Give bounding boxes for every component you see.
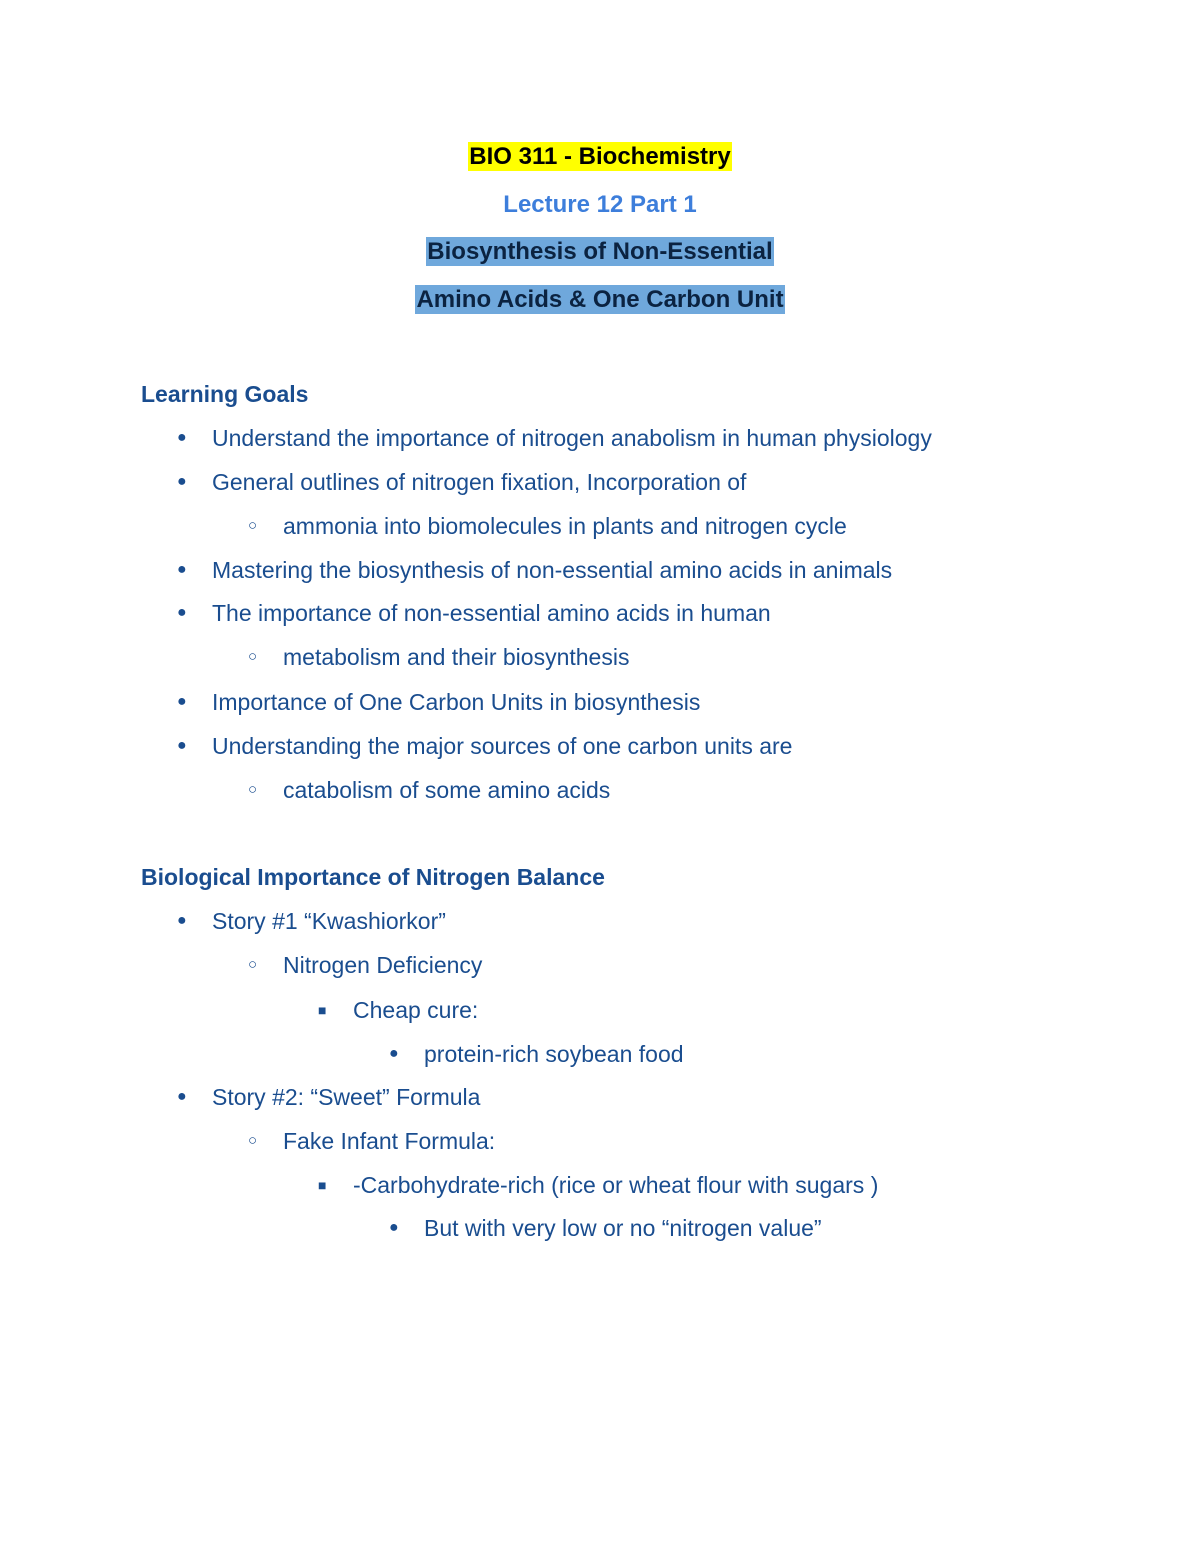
list-item: Nitrogen Deficiency <box>283 952 483 978</box>
square-bullet-icon <box>318 995 326 1026</box>
lecture-line <box>0 190 1200 220</box>
list-item: The importance of non-essential amino acids in human <box>212 600 771 626</box>
disc-bullet-icon <box>177 687 187 717</box>
circle-bullet-icon <box>248 775 257 805</box>
topic-title-1: Biosynthesis of Non-Essential <box>427 238 773 265</box>
list-item: Mastering the biosynthesis of non-essential amino acids in animals <box>212 557 893 583</box>
circle-bullet-icon <box>248 1126 257 1156</box>
disc-bullet-icon <box>177 906 187 936</box>
disc-bullet-icon <box>177 1082 187 1112</box>
topic-title-line-2 <box>0 285 1200 315</box>
list-item: Story #2: “Sweet” Formula <box>212 1084 481 1110</box>
list-item: ammonia into biomolecules in plants and nitrogen cycle <box>283 513 847 539</box>
disc-bullet-icon <box>177 423 187 453</box>
list-item: protein-rich soybean food <box>424 1041 684 1067</box>
disc-bullet-icon <box>177 598 187 628</box>
disc-bullet-icon <box>177 467 187 497</box>
list-item: General outlines of nitrogen fixation, Incorporation of <box>212 469 747 495</box>
list-item: catabolism of some amino acids <box>283 777 611 803</box>
square-bullet-icon <box>318 1170 326 1201</box>
circle-bullet-icon <box>248 642 257 672</box>
learning-goals-heading: Learning Goals <box>141 381 309 407</box>
circle-bullet-icon <box>248 950 257 980</box>
disc-bullet-icon <box>389 1213 399 1243</box>
course-title: BIO 311 - Biochemistry <box>469 143 731 170</box>
list-item: metabolism and their biosynthesis <box>283 644 630 670</box>
list-item: Understand the importance of nitrogen anabolism in human physiology <box>212 425 932 451</box>
nitrogen-balance-heading: Biological Importance of Nitrogen Balance <box>141 864 605 890</box>
disc-bullet-icon <box>389 1039 399 1069</box>
list-item: Story #1 “Kwashiorkor” <box>212 908 446 934</box>
list-item: But with very low or no “nitrogen value” <box>424 1215 822 1241</box>
list-item: Fake Infant Formula: <box>283 1128 496 1154</box>
list-item: Cheap cure: <box>353 997 479 1023</box>
list-item: Importance of One Carbon Units in biosynthesis <box>212 689 701 715</box>
list-item: -Carbohydrate-rich (rice or wheat flour with sugars ) <box>353 1172 879 1198</box>
circle-bullet-icon <box>248 511 257 541</box>
disc-bullet-icon <box>177 731 187 761</box>
topic-title-line-1 <box>0 237 1200 267</box>
disc-bullet-icon <box>177 555 187 585</box>
course-title-line <box>0 142 1200 172</box>
list-item: Understanding the major sources of one carbon units are <box>212 733 793 759</box>
topic-title-2: Amino Acids & One Carbon Unit <box>416 286 784 313</box>
lecture-label: Lecture 12 Part 1 <box>503 191 697 218</box>
